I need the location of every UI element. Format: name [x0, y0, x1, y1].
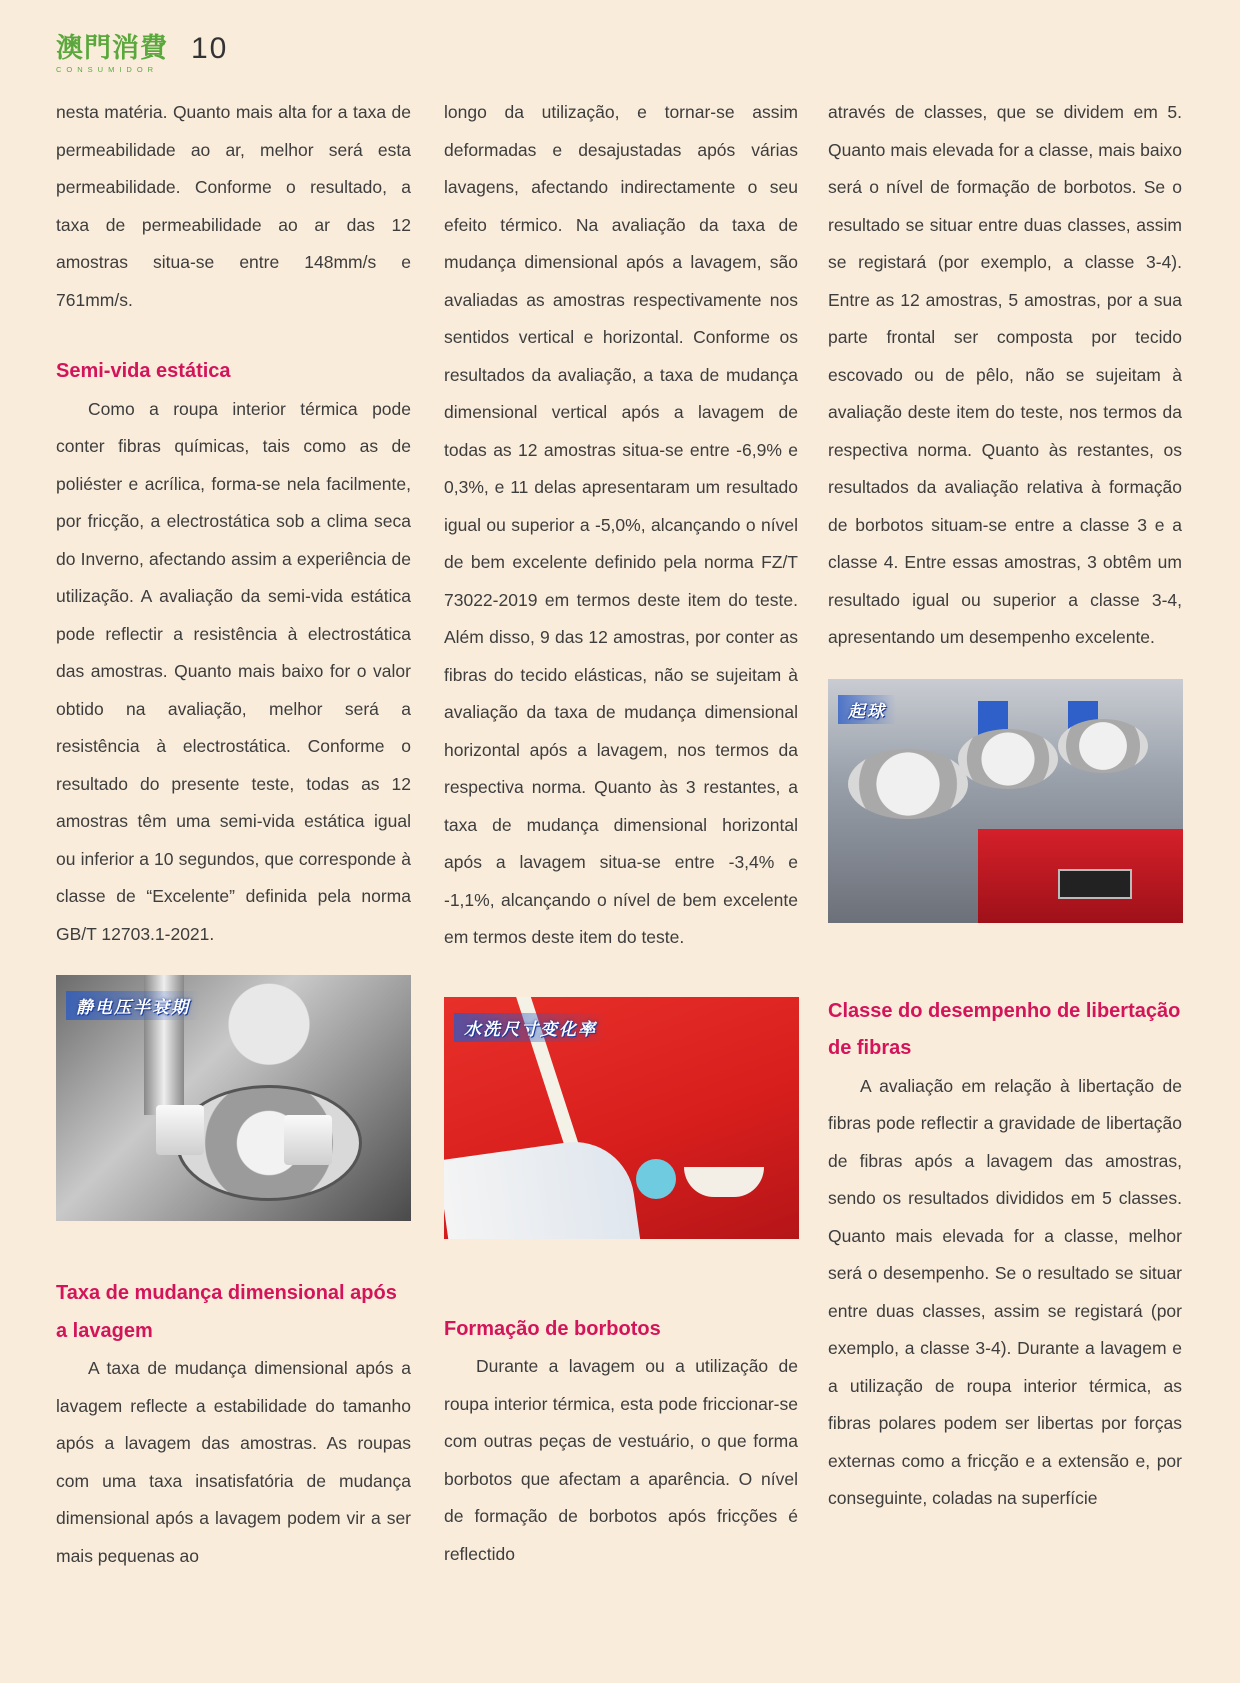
column-3 [828, 94, 1182, 1518]
column-1 [56, 94, 411, 1575]
page-header [56, 30, 356, 80]
paragraph-dimensional-change: A taxa de mudança dimensional após a lavagem reflecte a estabilidade do tamanho após a lavagem das amostras. As roupas com uma taxa insatisfatória de mudança dimensional após a lavagem podem vir a ser mais pequenas ao [56, 1358, 411, 1566]
photo-washing-dimension-test [444, 997, 799, 1239]
paragraph-semi-vida: Como a roupa interior térmica pode conter fibras químicas, tais como as de poliéster e acrílica, forma-se nela facilmente, por fricção, a electrostática sob a clima seca do Inverno, afectando assim a experiência de utilização. A avaliação da semi-vida estática pode reflectir a resistência à electrostática das amostras. Quanto mais baixo for o valor obtido na avaliação, melhor será a resistência à electrostática. Conforme o resultado do presente teste, todas as 12 amostras têm uma semi-vida estática igual ou inferior a 10 segundos, que corresponde à classe de “Excelente” definida pela norma GB/T 12703.1-2021. [56, 398, 411, 944]
page-number: 10 [191, 32, 229, 65]
photo-caption-tag: 静电压半衰期 [66, 991, 200, 1020]
photo-caption-tag: 起球 [838, 695, 896, 724]
column-2 [444, 94, 798, 1573]
paragraph-pilling-results: através de classes, que se dividem em 5. Quanto mais elevada for a classe, mais baixo será o nível de formação de borbotos. Se o resultado se situar entre duas classes, assim se registará (por exemplo, a classe 3-4). Entre as 12 amostras, 5 amostras, por a sua parte frontal ser composta por tecido escovado ou de pêlo, não se sujeitam à avaliação deste item do teste, nos termos da respectiva norma. Quanto às restantes, os resultados da avaliação relativa à formação de borbotos situam-se entre a classe 3 e a classe 4. Entre essas amostras, 3 obtêm um resultado igual ou superior a classe 3-4, apresentando um desempenho excelente. [828, 102, 1182, 647]
heading-dimensional-change: Taxa de mudança dimensional após a lavagem [56, 1282, 397, 1342]
photo-pilling-test [828, 679, 1183, 923]
paragraph-dimensional-results: longo da utilização, e tornar-se assim deformadas e desajustadas após várias lavagens, afectando indirectamente o seu efeito térmico. Na avaliação da taxa de mudança dimensional após a lavagem, são avaliadas as amostras respectivamente nos sentidos vertical e horizontal. Conforme os resultados da avaliação, a taxa de mudança dimensional vertical após a lavagem de todas as 12 amostras situa-se entre -6,9% e 0,3%, e 11 delas apresentaram um resultado igual ou superior a -5,0%, alcançando o nível de bem excelente definido pela norma FZ/T 73022-2019 em termos deste item do teste. Além disso, 9 das 12 amostras, por conter as fibras do tecido elásticas, não se sujeitam à avaliação da taxa de mudança dimensional horizontal após a lavagem, nos termos da respectiva norma. Quanto às 3 restantes, a taxa de mudança dimensional horizontal após a lavagem situa-se entre -3,4% e -1,1%, alcançando o nível de bem excelente em termos deste item do teste. [444, 102, 798, 947]
paragraph-pilling: Durante a lavagem ou a utilização de roupa interior térmica, esta pode friccionar-se com outras peças de vestuário, o que forma borbotos que afectam a aparência. O nível de formação de borbotos após fricções é reflectido [444, 1356, 798, 1564]
magazine-logo-subtitle: CONSUMIDOR [56, 65, 159, 74]
heading-fibre-release: Classe do desempenho de libertação de fibras [828, 999, 1181, 1059]
heading-semi-vida: Semi-vida estática [56, 360, 231, 382]
photo-static-half-life-test [56, 975, 411, 1221]
paragraph-permeability-end: nesta matéria. Quanto mais alta for a taxa de permeabilidade ao ar, melhor será esta permeabilidade. Conforme o resultado, a taxa de permeabilidade ao ar das 12 amostras situa-se entre 148mm/s e 761mm/s. [56, 102, 411, 310]
photo-caption-tag: 水洗尺寸变化率 [454, 1013, 607, 1042]
heading-pilling: Formação de borbotos [444, 1317, 661, 1340]
magazine-logo: 澳門消費 [56, 33, 168, 64]
paragraph-fibre-release: A avaliação em relação à libertação de fibras pode reflectir a gravidade de libertação de fibras após a lavagem das amostras, sendo os resultados divididos em 5 classes. Quanto mais elevada for a classe, melhor será o desempenho. Se o resultado se situar entre duas classes, assim se registará (por exemplo, a classe 3-4). Durante a lavagem e a utilização de roupa interior térmica, as fibras polares podem ser libertas por forças externas como a fricção e a extensão e, por conseguinte, coladas na superfície [828, 1075, 1182, 1508]
